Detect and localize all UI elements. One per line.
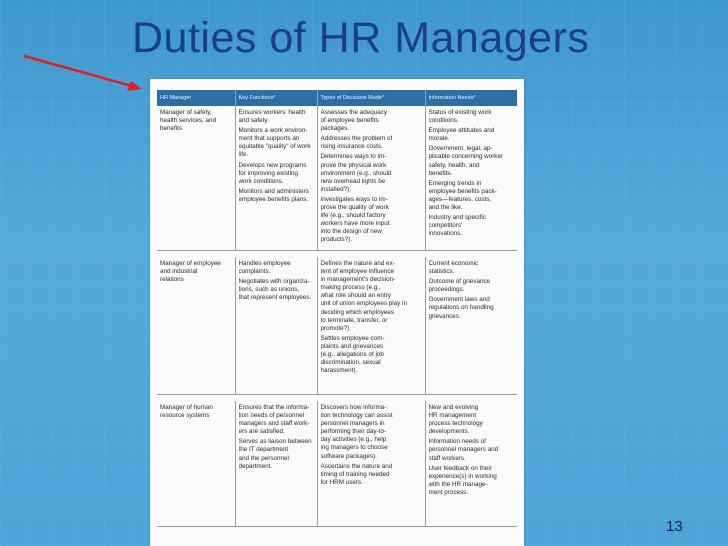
- cell-text-line: Manager of safety,: [160, 109, 212, 116]
- cell-text-line: deciding which employees: [320, 308, 395, 316]
- cell-text-line: tion needs of personnel: [238, 412, 304, 420]
- cell-text-line: Develops new programs: [238, 161, 307, 169]
- cell-text-line: ers are satisfied.: [238, 428, 285, 436]
- cell-text-line: Employee attitudes and: [428, 127, 495, 135]
- table-row: [157, 401, 517, 527]
- slide-title: Duties of HR Managers: [132, 14, 590, 62]
- cell-text-line: to terminate, transfer, or: [320, 316, 388, 324]
- cell-text-line: morale.: [428, 135, 450, 143]
- cell-text-line: Negotiates with organiza-: [238, 278, 310, 286]
- table-row: [157, 257, 517, 395]
- cell-text-line: innovations.: [428, 230, 463, 238]
- table-cell: [317, 401, 425, 527]
- cell-text-line: New and evolving: [428, 404, 479, 411]
- cell-text-line: staff workers.: [428, 454, 466, 462]
- cell-text-line: ing managers to choose: [320, 444, 388, 452]
- cell-text-line: Ascertains the nature and: [320, 462, 393, 470]
- cell-text-line: personnel managers in: [320, 420, 385, 428]
- cell-text-line: resource systems: [160, 412, 210, 420]
- cell-text-line: benefits: [160, 125, 183, 133]
- cell-text-line: prove the physical work: [320, 161, 387, 169]
- cell-text-line: benefits.: [428, 169, 453, 177]
- cell-text-line: for improving existing: [238, 169, 298, 177]
- cell-text-line: statistics.: [428, 268, 455, 276]
- table-cell: [317, 106, 425, 251]
- cell-text-line: Defines the nature and ex-: [320, 260, 395, 267]
- cell-text-line: Industry and specific: [428, 214, 486, 222]
- cell-text-line: managers and staff work-: [238, 420, 310, 428]
- duties-table-image: [150, 79, 524, 546]
- duties-table: [157, 90, 517, 527]
- cell-text-line: work conditions.: [238, 177, 284, 185]
- cell-text-line: Addresses the problem of: [320, 135, 393, 143]
- cell-text-line: performing their day-to-: [320, 428, 386, 436]
- table-cell: [425, 257, 517, 395]
- cell-text-line: conditions.: [428, 117, 459, 125]
- cell-text-line: tions, such as unions,: [238, 286, 300, 294]
- cell-text-line: proceedings.: [428, 286, 465, 294]
- cell-text-line: and the like.: [428, 204, 463, 212]
- cell-text-line: making process (e.g.,: [320, 284, 381, 292]
- cell-text-line: (e.g., allegations of job: [320, 351, 384, 359]
- cell-text-line: plicable concerning worker: [428, 153, 504, 161]
- cell-text-line: Investigates ways to im-: [320, 195, 388, 203]
- table-cell: [425, 401, 517, 527]
- cell-text-line: Government laws and: [428, 296, 490, 304]
- column-header: Information Needs*: [425, 90, 517, 106]
- cell-text-line: products?).: [320, 236, 352, 244]
- cell-text-line: for HRM users.: [320, 478, 363, 486]
- cell-text-line: HR management: [428, 412, 477, 420]
- cell-text-line: rising insurance costs.: [320, 143, 383, 151]
- slide-number: 13: [666, 518, 683, 535]
- cell-text-line: employee benefits pack-: [428, 187, 497, 195]
- cell-text-line: Government, legal, ap-: [428, 145, 493, 153]
- cell-text-line: Monitors and administers: [238, 187, 309, 195]
- cell-text-line: relations: [160, 276, 184, 284]
- table-header-row: [157, 90, 517, 106]
- cell-text-line: Manager of employee: [160, 260, 221, 267]
- cell-text-line: workers have more input: [320, 220, 390, 228]
- cell-text-line: plaints and grievances: [320, 342, 384, 350]
- cell-text-line: timing of training needed: [320, 470, 390, 478]
- cell-text-line: environment (e.g., should: [320, 169, 392, 177]
- cell-text-line: User feedback on their: [428, 464, 492, 472]
- cell-text-line: safety, health, and: [428, 161, 480, 169]
- table-row: [157, 106, 517, 251]
- cell-text-line: life.: [238, 151, 249, 159]
- cell-text-line: packages.: [320, 125, 350, 133]
- cell-text-line: promote?).: [320, 324, 351, 332]
- cell-text-line: Ensures workers' health: [238, 109, 306, 116]
- cell-text-line: unit of union employees play in: [320, 300, 407, 308]
- cell-text-line: in management's decision-: [320, 276, 396, 284]
- cell-text-line: into the design of new: [320, 228, 382, 236]
- cell-text-line: experience(s) in working: [428, 472, 497, 480]
- cell-text-line: and safety.: [238, 117, 269, 125]
- cell-text-line: ment that supports an: [238, 135, 300, 143]
- cell-text-line: software packages).: [320, 452, 377, 460]
- cell-text-line: Serves as liaison between: [238, 438, 312, 446]
- cell-text-line: Ensures that the informa-: [238, 404, 310, 411]
- cell-text-line: complaints.: [238, 268, 271, 276]
- cell-text-line: Handles employee: [238, 260, 291, 267]
- cell-text-line: Discovers how informa-: [320, 404, 387, 411]
- cell-text-line: discrimination, sexual: [320, 359, 381, 367]
- cell-text-line: of employee benefits: [320, 117, 379, 125]
- cell-text-line: Current economic: [428, 260, 479, 267]
- column-header: Key Functions*: [235, 90, 317, 106]
- cell-text-line: tent of employee influence: [320, 268, 395, 276]
- cell-text-line: Manager of human: [160, 404, 213, 411]
- cell-text-line: and the personnel: [238, 454, 289, 462]
- cell-text-line: tion technology can assist: [320, 412, 393, 420]
- cell-text-line: employee benefits plans.: [238, 195, 309, 203]
- cell-text-line: Emerging trends in: [428, 179, 482, 187]
- cell-text-line: Monitors a work environ-: [238, 127, 308, 135]
- cell-text-line: equitable "quality" of work: [238, 143, 311, 151]
- cell-text-line: Status of existing work: [428, 109, 492, 116]
- column-header: HR Manager: [157, 90, 235, 106]
- cell-text-line: what role should an entry: [320, 292, 391, 300]
- cell-text-line: Assesses the adequacy: [320, 109, 388, 116]
- table-cell: [157, 257, 235, 395]
- cell-text-line: health services, and: [160, 117, 217, 125]
- cell-text-line: prove the quality of work: [320, 204, 389, 212]
- cell-text-line: ages—features, costs,: [428, 195, 492, 203]
- cell-text-line: installed?).: [320, 185, 351, 193]
- cell-text-line: Determines ways to im-: [320, 153, 387, 161]
- cell-text-line: with the HR manage-: [428, 480, 488, 488]
- table-cell: [157, 401, 235, 527]
- cell-text-line: competitors': [428, 222, 463, 230]
- table-cell: [317, 257, 425, 395]
- cell-text-line: the IT department: [238, 446, 289, 454]
- cell-text-line: grievances.: [428, 312, 461, 320]
- table-cell: [235, 257, 317, 395]
- cell-text-line: regulations on handling: [428, 304, 494, 312]
- cell-text-line: Information needs of: [428, 438, 486, 446]
- cell-text-line: day activities (e.g., help: [320, 436, 387, 444]
- cell-text-line: ment process.: [428, 488, 469, 496]
- table-cell: [157, 106, 235, 251]
- cell-text-line: personnel managers and: [428, 446, 499, 454]
- cell-text-line: process technology: [428, 420, 483, 428]
- table-cell: [425, 106, 517, 251]
- cell-text-line: life (e.g., should factory: [320, 212, 386, 220]
- cell-text-line: that represent employees.: [238, 294, 312, 302]
- cell-text-line: Settles employee com-: [320, 334, 385, 342]
- cell-text-line: Outcome of grievance: [428, 278, 491, 286]
- cell-text-line: new overhead lights be: [320, 177, 386, 185]
- cell-text-line: developments.: [428, 428, 470, 436]
- column-header: Types of Decisions Made*: [317, 90, 425, 106]
- table-cell: [235, 106, 317, 251]
- cell-text-line: harassment).: [320, 367, 358, 375]
- cell-text-line: department.: [238, 462, 273, 470]
- table-cell: [235, 401, 317, 527]
- cell-text-line: and industrial: [160, 268, 198, 276]
